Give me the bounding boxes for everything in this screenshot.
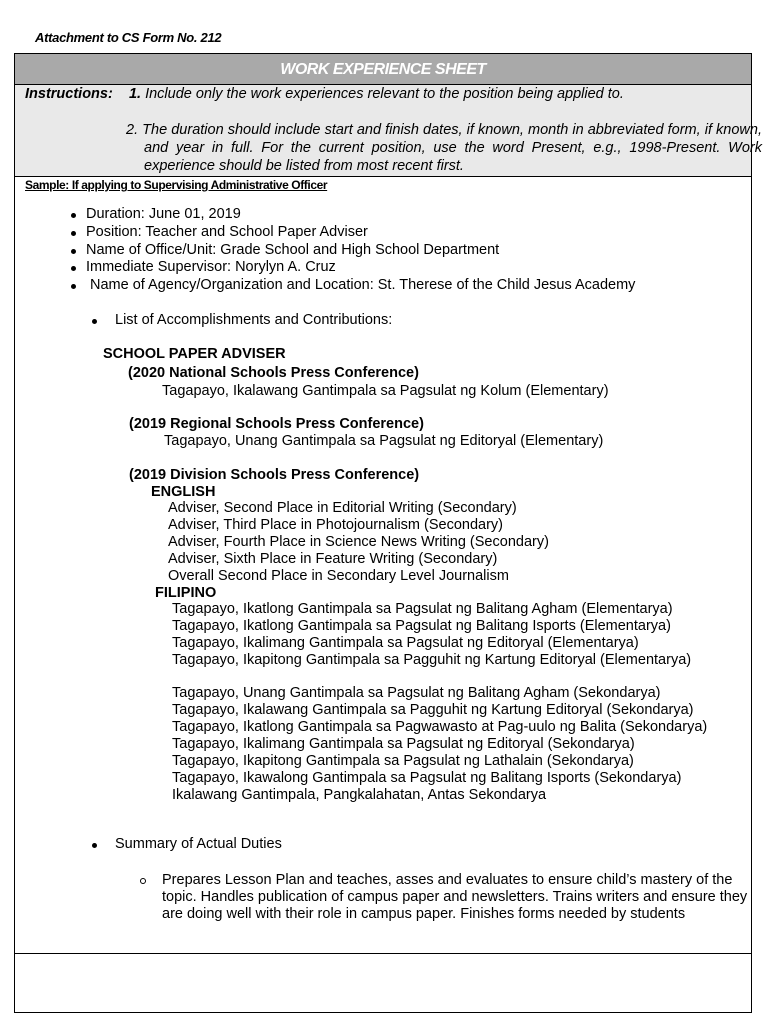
sheet-title: WORK EXPERIENCE SHEET [15,54,751,85]
english-label: ENGLISH [151,484,216,500]
bullet-icon [71,266,76,271]
detail-agency: Name of Agency/Organization and Location: St. Therese of the Child Jesus Academy [90,277,636,293]
duties-label: Summary of Actual Duties [115,836,282,852]
bullet-icon [92,319,97,324]
list-item: Tagapayo, Ikatlong Gantimpala sa Pagsulat ng Balitang Agham (Elementarya) [172,601,673,617]
detail-position: Position: Teacher and School Paper Adviser [86,224,368,240]
conference-2019-regional-title: (2019 Regional Schools Press Conference) [129,416,424,432]
list-item: Adviser, Fourth Place in Science News Writing (Secondary) [168,534,549,550]
form-reference: Attachment to CS Form No. 212 [35,30,222,45]
list-item: Ikalawang Gantimpala, Pangkalahatan, Antas Sekondarya [172,787,547,803]
list-item: Adviser, Second Place in Editorial Writing (Secondary) [168,500,517,516]
detail-office: Name of Office/Unit: Grade School and High School Department [86,242,500,258]
circle-bullet-icon [140,878,146,884]
list-item: Adviser, Third Place in Photojournalism (Secondary) [168,517,504,533]
sample-label: Sample: If applying to Supervising Administrative Officer [25,178,328,192]
list-item: Overall Second Place in Secondary Level Journalism [168,568,509,584]
list-item: Tagapayo, Ikatlong Gantimpala sa Pagwawasto at Pag-uulo ng Balita (Sekondarya) [172,719,708,735]
bullet-icon [71,249,76,254]
conference-2020-title: (2020 National Schools Press Conference) [128,365,419,381]
list-item: Tagapayo, Ikawalong Gantimpala sa Pagsulat ng Balitang Isports (Sekondarya) [172,770,682,786]
instruction-2: 2. The duration should include start and finish dates, if known, month in abbreviated form, if known, and year in full. For the current position, use the word Present, e.g., 1998-Present. Work experience should be listed from most recent first. [126,122,762,174]
list-item: Tagapayo, Ikalawang Gantimpala sa Pagsulat ng Kolum (Elementary) [162,383,609,399]
duties-text: Prepares Lesson Plan and teaches, asses and evaluates to ensure child’s mastery of the topic. Handles publication of campus paper and newsletters. Trains writers and ensure they are doing well with their role in campus paper. Finishes forms needed by students [162,872,748,922]
list-item: Adviser, Sixth Place in Feature Writing (Secondary) [168,551,498,567]
bullet-icon [71,231,76,236]
instruction-1 [25,86,624,102]
instructions-label: Instructions: [25,86,113,102]
list-item: Tagapayo, Ikapitong Gantimpala sa Pagguhit ng Kartung Editoryal (Elementarya) [172,652,692,668]
conference-2019-division-title: (2019 Division Schools Press Conference) [129,467,420,483]
work-experience-form [14,53,762,1013]
bullet-icon [71,284,76,289]
role-heading: SCHOOL PAPER ADVISER [103,346,286,362]
detail-supervisor: Immediate Supervisor: Norylyn A. Cruz [86,259,336,275]
bullet-icon [71,213,76,218]
instruction-1-text: Include only the work experiences relevant to the position being applied to. [145,86,624,102]
instructions-box [15,85,762,177]
bullet-icon [92,843,97,848]
list-item: Tagapayo, Ikalimang Gantimpala sa Pagsulat ng Editoryal (Sekondarya) [172,736,635,752]
list-item: Tagapayo, Unang Gantimpala sa Pagsulat ng Balitang Agham (Sekondarya) [172,685,661,701]
detail-duration: Duration: June 01, 2019 [86,206,241,222]
divider [15,953,751,954]
list-item: Tagapayo, Ikapitong Gantimpala sa Pagsulat ng Lathalain (Sekondarya) [172,753,634,769]
accomplishments-label: List of Accomplishments and Contributions: [115,312,393,328]
filipino-label: FILIPINO [155,585,217,601]
list-item: Tagapayo, Unang Gantimpala sa Pagsulat ng Editoryal (Elementary) [164,433,604,449]
list-item: Tagapayo, Ikalawang Gantimpala sa Pagguhit ng Kartung Editoryal (Sekondarya) [172,702,694,718]
list-item: Tagapayo, Ikatlong Gantimpala sa Pagsulat ng Balitang Isports (Elementarya) [172,618,671,634]
instruction-1-number: 1. [128,86,142,102]
list-item: Tagapayo, Ikalimang Gantimpala sa Pagsulat ng Editoryal (Elementarya) [172,635,639,651]
